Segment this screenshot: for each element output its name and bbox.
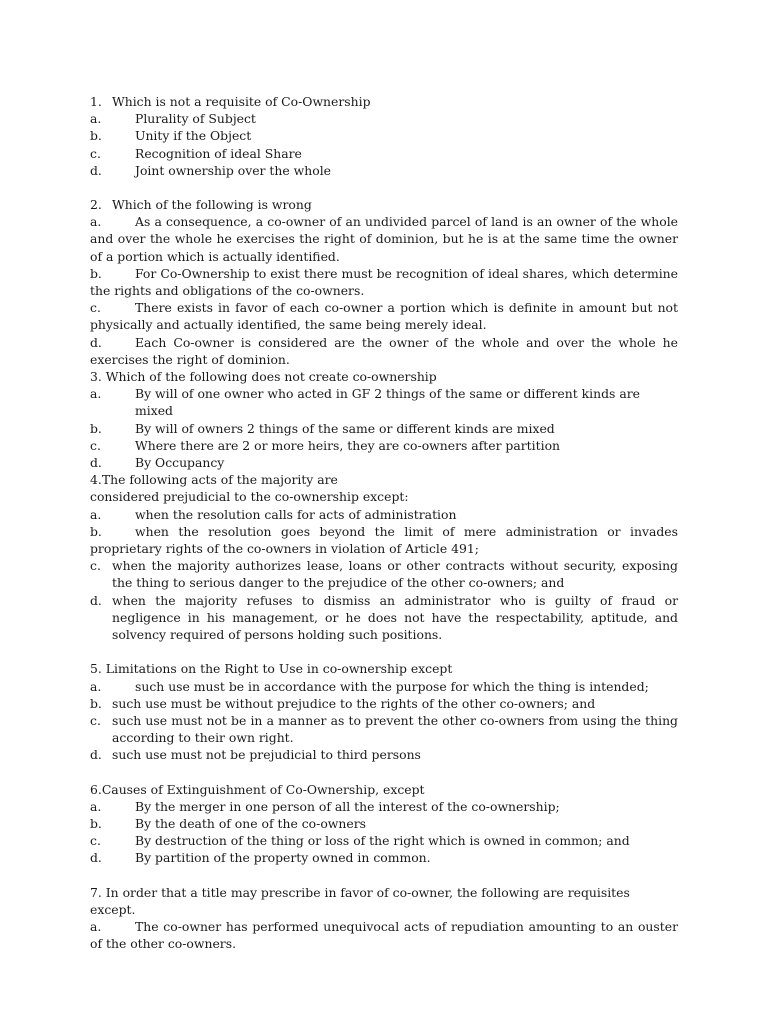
option bbox=[90, 454, 678, 471]
option-text: when the majority refuses to dismiss an administrator who is guilty of fraud or negligence in his management, or he does not have the respectability, aptitude, and solvency required of persons holding such positions. bbox=[112, 592, 678, 643]
option bbox=[90, 746, 678, 763]
option-text: when the resolution goes beyond the limit of mere administration or invades proprietary rights of the co-owners in violation of Article 491; bbox=[90, 523, 678, 557]
option-text: Where there are 2 or more heirs, they are co-owners after partition bbox=[135, 437, 561, 453]
option bbox=[90, 127, 678, 144]
option-letter: a. bbox=[90, 111, 102, 127]
option-letter: d. bbox=[90, 162, 102, 178]
option-letter: d. bbox=[90, 850, 102, 866]
question-stem bbox=[90, 93, 678, 110]
option-letter: b. bbox=[90, 815, 102, 831]
option-text: such use must be without prejudice to the rights of the other co-owners; and bbox=[112, 695, 596, 711]
option-letter: d. bbox=[90, 592, 102, 608]
option bbox=[90, 557, 678, 591]
option bbox=[90, 437, 678, 454]
question-number: 2. bbox=[90, 197, 102, 213]
option-letter: c. bbox=[90, 558, 101, 574]
question-4 bbox=[90, 471, 678, 643]
option bbox=[90, 420, 678, 437]
option bbox=[90, 110, 678, 127]
question-stem: 5. Limitations on the Right to Use in co-ownership except bbox=[90, 661, 453, 677]
option bbox=[90, 815, 678, 832]
option-letter: d. bbox=[90, 334, 102, 350]
option bbox=[90, 265, 678, 299]
option-text: As a consequence, a co-owner of an undivided parcel of land is an owner of the whole and over the whole he exercises the right of dominion, but he is at the same time the owner of a portion which is actually identified. bbox=[90, 214, 678, 264]
option-text: such use must not be prejudicial to third persons bbox=[112, 747, 421, 763]
option-text: By Occupancy bbox=[135, 455, 225, 471]
option bbox=[90, 213, 678, 265]
question-stem: 3. Which of the following does not create co-ownership bbox=[90, 369, 437, 385]
option bbox=[90, 162, 678, 179]
option-text: By the death of one of the co-owners bbox=[135, 815, 366, 831]
option-text: Each Co-owner is considered are the owner of the whole and over the whole he exercises the right of dominion. bbox=[90, 334, 678, 367]
question-2 bbox=[90, 196, 678, 368]
option-letter: b. bbox=[90, 265, 102, 281]
option bbox=[90, 334, 678, 368]
option-letter: a. bbox=[90, 678, 102, 694]
question-stem-continued: considered prejudicial to the co-ownership except: bbox=[90, 489, 409, 505]
option-letter: b. bbox=[90, 523, 102, 539]
option-text: By the merger in one person of all the interest of the co-ownership; bbox=[135, 798, 560, 814]
option-text: By partition of the property owned in common. bbox=[135, 850, 431, 866]
option-text: The co-owner has performed unequivocal acts of repudiation amounting to an ouster of the other co-owners. bbox=[90, 918, 678, 952]
question-3 bbox=[90, 368, 678, 471]
option-letter: a. bbox=[90, 918, 102, 934]
option bbox=[90, 145, 678, 162]
option-letter: b. bbox=[90, 420, 102, 436]
option bbox=[90, 506, 678, 523]
question-7 bbox=[90, 884, 678, 953]
question-1 bbox=[90, 93, 678, 179]
option bbox=[90, 712, 678, 746]
option-text: By will of owners 2 things of the same or different kinds are mixed bbox=[135, 420, 555, 436]
option bbox=[90, 695, 678, 712]
question-text: Which of the following is wrong bbox=[112, 197, 312, 213]
option-letter: a. bbox=[90, 506, 102, 522]
option-letter: b. bbox=[90, 128, 102, 144]
option bbox=[90, 592, 678, 644]
option-text: when the majority authorizes lease, loans or other contracts without security, exposing the thing to serious danger to the prejudice of the other co-owners; and bbox=[112, 558, 678, 591]
question-6 bbox=[90, 781, 678, 867]
option-text: Joint ownership over the whole bbox=[135, 162, 331, 178]
option bbox=[90, 523, 678, 557]
option-text: when the resolution calls for acts of administration bbox=[135, 506, 457, 522]
question-5 bbox=[90, 660, 678, 763]
option-text: Plurality of Subject bbox=[135, 111, 256, 127]
option-letter: a. bbox=[90, 214, 102, 230]
option-text: By will of one owner who acted in GF 2 things of the same or different kinds are mixed bbox=[135, 386, 640, 419]
option-letter: c. bbox=[90, 300, 101, 316]
option bbox=[90, 299, 678, 333]
question-stem bbox=[90, 196, 678, 213]
option bbox=[90, 849, 678, 866]
question-text: Which is not a requisite of Co-Ownership bbox=[112, 94, 371, 109]
question-stem: 7. In order that a title may prescribe in favor of co-owner, the following are requisites except. bbox=[90, 884, 630, 917]
option-text: such use must not be in a manner as to prevent the other co-owners from using the thing according to their own right. bbox=[112, 712, 678, 746]
option-letter: c. bbox=[90, 437, 101, 453]
option bbox=[90, 678, 678, 695]
question-stem: 6.Causes of Extinguishment of Co-Ownership, except bbox=[90, 781, 425, 797]
question-number: 1. bbox=[90, 94, 102, 109]
option-text: For Co-Ownership to exist there must be recognition of ideal shares, which determine the rights and obligations of the co-owners. bbox=[90, 265, 678, 299]
option bbox=[90, 798, 678, 815]
option-text: Unity if the Object bbox=[135, 128, 252, 144]
option-text: such use must be in accordance with the purpose for which the thing is intended; bbox=[135, 678, 649, 694]
option-text: Recognition of ideal Share bbox=[135, 145, 302, 161]
option-letter: d. bbox=[90, 747, 102, 763]
option-letter: b. bbox=[90, 695, 102, 711]
option bbox=[90, 918, 678, 952]
option-text: There exists in favor of each co-owner a portion which is definite in amount but not physically and actually identified, the same being merely ideal. bbox=[90, 300, 678, 333]
option bbox=[90, 385, 678, 419]
option-letter: d. bbox=[90, 455, 102, 471]
option-letter: c. bbox=[90, 712, 101, 728]
option-letter: a. bbox=[90, 798, 102, 814]
option-letter: c. bbox=[90, 145, 101, 161]
option-letter: a. bbox=[90, 386, 102, 402]
option bbox=[90, 832, 678, 849]
question-stem: 4.The following acts of the majority are bbox=[90, 472, 338, 488]
option-letter: c. bbox=[90, 833, 101, 849]
option-text: By destruction of the thing or loss of the right which is owned in common; and bbox=[135, 833, 630, 849]
